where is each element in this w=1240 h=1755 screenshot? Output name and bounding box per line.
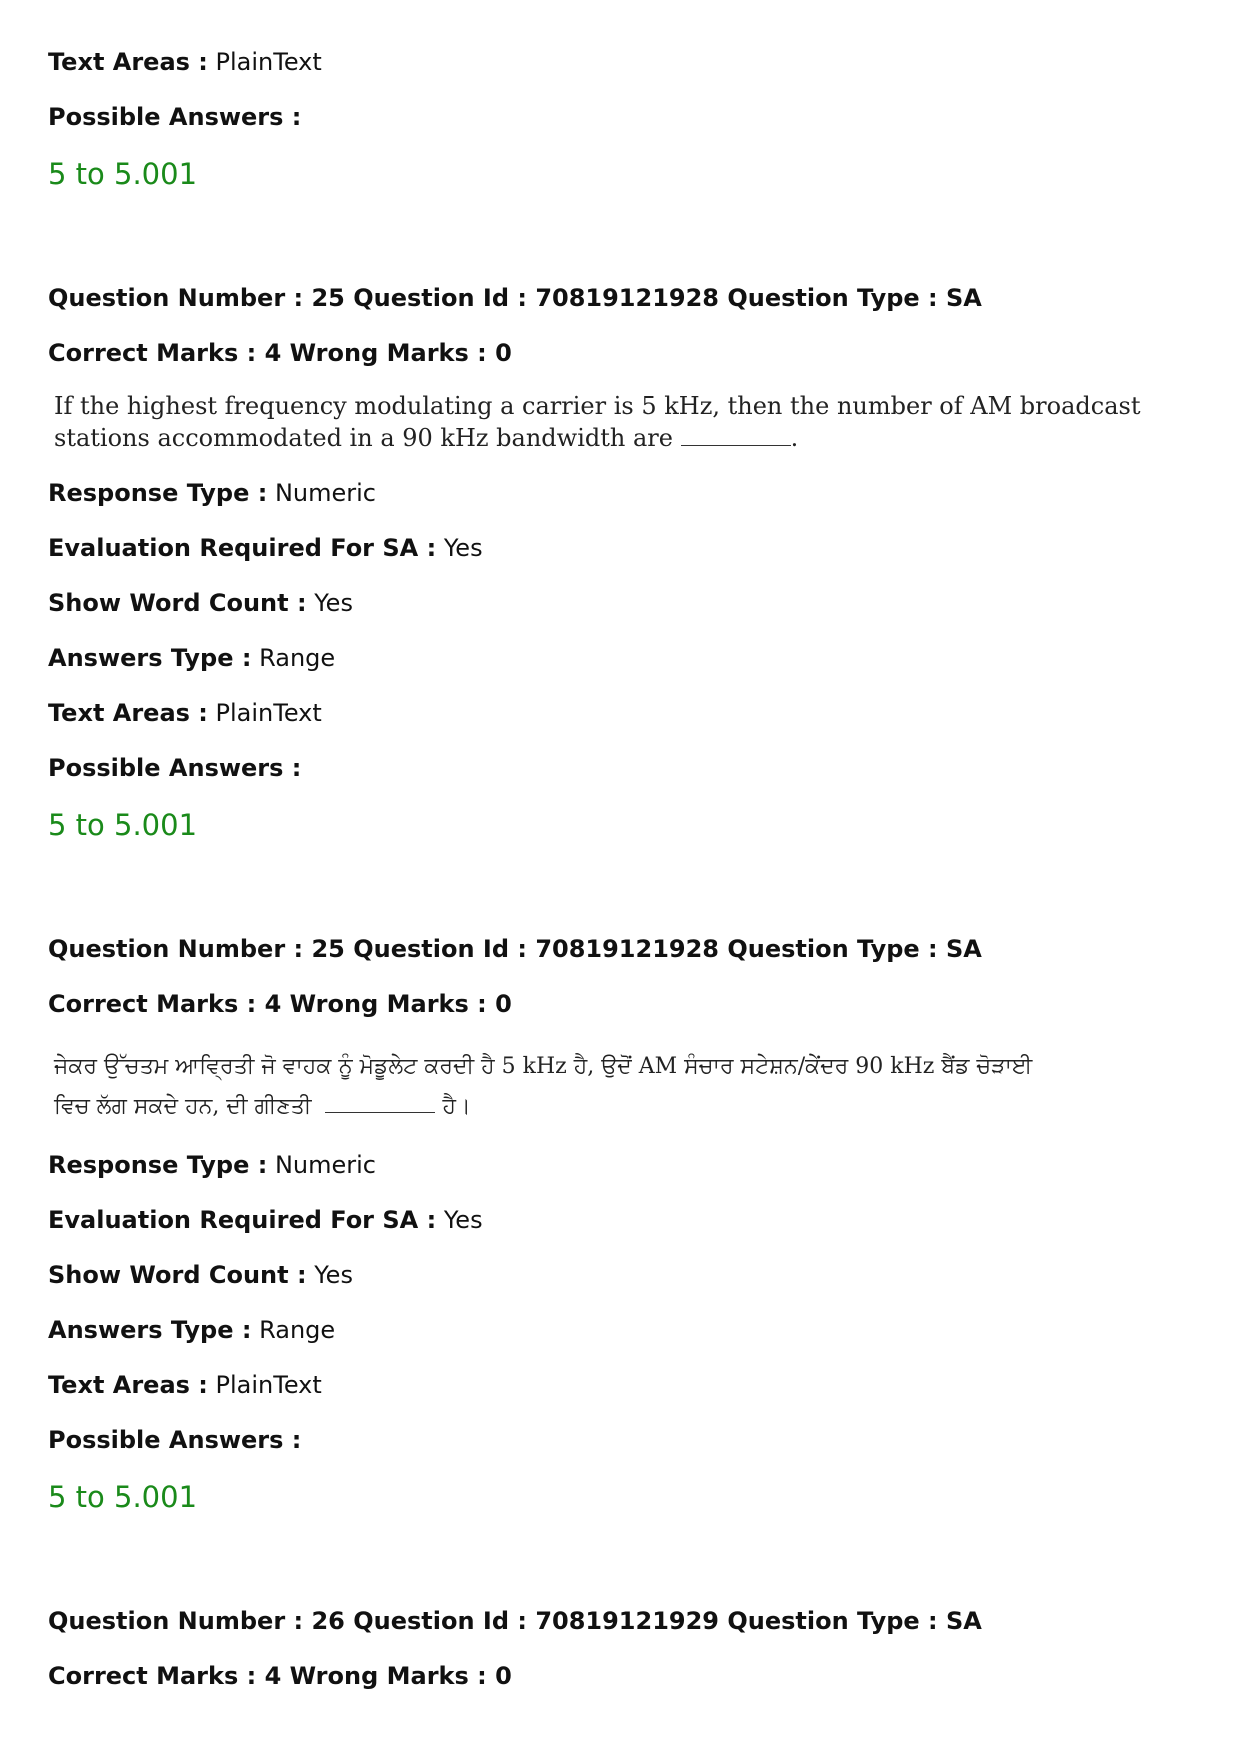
field-label: Answers Type : <box>48 644 252 672</box>
field-label: Response Type : <box>48 1151 268 1179</box>
text-areas-row <box>48 698 322 728</box>
question-text <box>54 1047 1032 1127</box>
question-marks: Correct Marks : 4 Wrong Marks : 0 <box>48 990 512 1018</box>
possible-answers-label: Possible Answers : <box>48 754 302 782</box>
text-areas-row <box>48 1370 322 1400</box>
question-text-part: . <box>790 424 799 452</box>
evaluation-required-row <box>48 533 483 563</box>
possible-answers-label: Possible Answers : <box>48 103 302 131</box>
show-word-count-row <box>48 1260 353 1290</box>
field-label: Show Word Count : <box>48 589 307 617</box>
possible-answer: 5 to 5.001 <box>48 808 198 842</box>
response-type-row <box>48 1150 376 1180</box>
question-text-part: ਵਿਚ ਲੱਗ ਸਕਦੇ ਹਨ, ਦੀ ਗੀਣਤੀ <box>54 1094 312 1119</box>
field-value: PlainText <box>215 699 322 727</box>
question-marks: Correct Marks : 4 Wrong Marks : 0 <box>48 1662 512 1690</box>
field-value: Numeric <box>274 479 376 507</box>
field-value: Numeric <box>274 1151 376 1179</box>
field-value: PlainText <box>215 1371 322 1399</box>
show-word-count-row <box>48 588 353 618</box>
field-value: Yes <box>443 1206 483 1234</box>
field-value: Yes <box>314 1261 353 1289</box>
text-areas-row <box>48 47 322 77</box>
question-text-part: ਹੈ। <box>442 1094 471 1119</box>
question-text <box>54 390 1140 454</box>
evaluation-required-row <box>48 1205 483 1235</box>
possible-answer: 5 to 5.001 <box>48 1480 198 1514</box>
field-value: Yes <box>443 534 483 562</box>
field-label: Evaluation Required For SA : <box>48 534 437 562</box>
field-value: Yes <box>314 589 353 617</box>
answers-type-row <box>48 1315 335 1345</box>
question-text-part: stations accommodated in a 90 kHz bandwidth are <box>54 424 673 452</box>
field-value: Range <box>259 1316 336 1344</box>
field-label: Text Areas : <box>48 48 208 76</box>
question-header: Question Number : 25 Question Id : 70819121928 Question Type : SA <box>48 935 982 963</box>
field-label: Text Areas : <box>48 699 208 727</box>
question-header: Question Number : 26 Question Id : 70819121929 Question Type : SA <box>48 1607 982 1635</box>
answer-blank <box>325 1092 435 1113</box>
possible-answer: 5 to 5.001 <box>48 157 198 191</box>
field-value: PlainText <box>215 48 322 76</box>
field-label: Show Word Count : <box>48 1261 307 1289</box>
answers-type-row <box>48 643 335 673</box>
question-text-line: If the highest frequency modulating a carrier is 5 kHz, then the number of AM broadcast <box>54 392 1141 420</box>
question-header: Question Number : 25 Question Id : 70819121928 Question Type : SA <box>48 284 982 312</box>
question-text-line: ਜੇਕਰ ਉੱਚਤਮ ਆਵ੍ਰਿਤੀ ਜੋ ਵਾਹਕ ਨੂੰ ਮੋਡੂਲੇਟ ਕਰਦੀ ਹੈ 5 kHz ਹੈ, ਉਦੋਂ AM ਸੰਚਾਰ ਸਟੇਸ਼ਨ/ਕੇਂਦਰ 90 kHz ਬੈਂਡ ਚੋੜਾਈ <box>54 1054 1033 1079</box>
response-type-row <box>48 478 376 508</box>
field-label: Answers Type : <box>48 1316 252 1344</box>
field-value: Range <box>259 644 336 672</box>
question-text-line <box>54 422 1140 454</box>
question-text-line <box>54 1087 1032 1127</box>
question-marks: Correct Marks : 4 Wrong Marks : 0 <box>48 339 512 367</box>
answer-blank <box>681 425 791 446</box>
field-label: Evaluation Required For SA : <box>48 1206 437 1234</box>
possible-answers-label: Possible Answers : <box>48 1426 302 1454</box>
field-label: Response Type : <box>48 479 268 507</box>
field-label: Text Areas : <box>48 1371 208 1399</box>
